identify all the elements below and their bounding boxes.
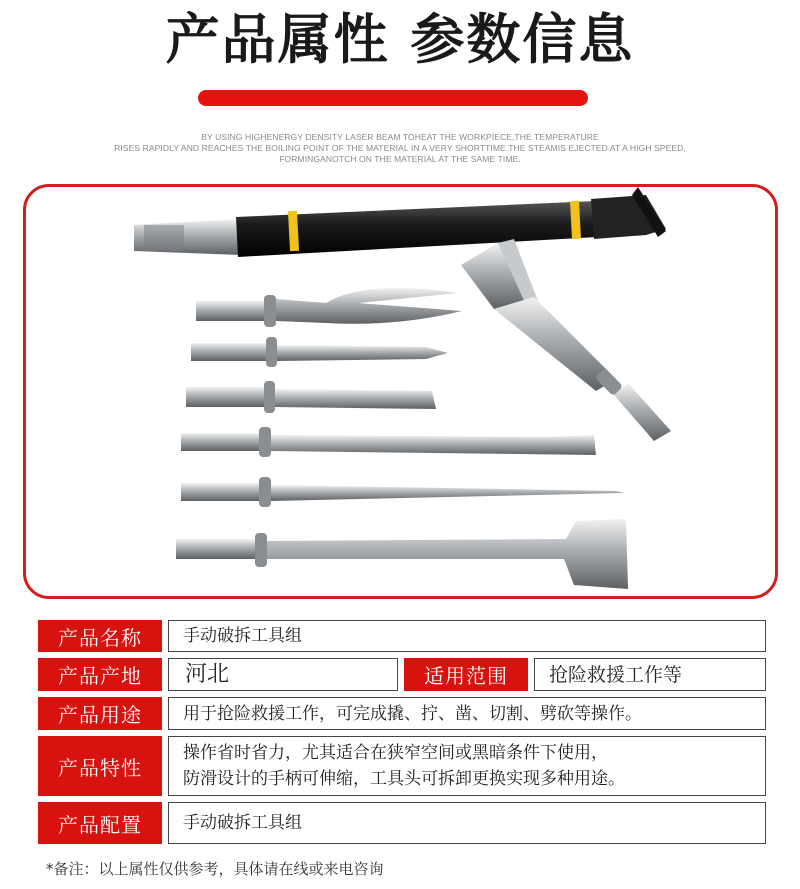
spec-label-usage: 产品用途: [38, 697, 162, 730]
spec-label-config: 产品配置: [38, 802, 162, 844]
pointed-chisel: [191, 337, 448, 367]
spreader-fork-tool: [461, 239, 671, 441]
spec-value-usage: 用于抢险救援工作，可完成撬、拧、凿、切割、劈砍等操作。: [168, 697, 766, 730]
spec-value-config: 手动破拆工具组: [168, 802, 766, 844]
long-pointed-chisel: [181, 477, 624, 507]
subtitle-text: [100, 132, 700, 165]
subtitle-line: BY USING HIGHENERGY DENSITY LASER BEAM TOHEAT THE WORKPIECE,THE TEMPERATURE: [201, 132, 599, 142]
fork-tool: [196, 288, 462, 327]
spec-label-name: 产品名称: [38, 620, 162, 652]
feature-line: 操作省时省力，尤其适合在狭窄空间或黑暗条件下使用，: [183, 743, 608, 763]
wide-blade-chisel: [176, 519, 628, 589]
pry-bar-handle: [134, 187, 666, 257]
feature-line: 防滑设计的手柄可伸缩，工具头可拆卸更换实现多种用途。: [183, 769, 625, 789]
spec-label-features: 产品特性: [38, 736, 162, 796]
spec-label-origin: 产品产地: [38, 658, 162, 691]
spec-value-name: 手动破拆工具组: [168, 620, 766, 652]
long-flat-chisel: [181, 427, 596, 457]
footer-note: *备注：以上属性仅供参考，具体请在线或来电咨询: [46, 860, 384, 878]
spec-label-scope: 适用范围: [404, 658, 528, 691]
product-photo-frame: [23, 184, 778, 599]
spec-value-scope: 抢险救援工作等: [534, 658, 766, 691]
spec-value-origin: 河北: [168, 658, 398, 691]
title-underline-bar: [198, 90, 588, 106]
flat-chisel: [186, 381, 436, 413]
tool-set-image: [26, 187, 775, 596]
subtitle-line: RISES RAPIDLY AND REACHES THE BOILING POINT OF THE MATERIAL IN A VERY SHORTTIME.THE STEAMIS EJECTED AT A HIGH SPEED,: [114, 143, 686, 153]
page-title: 产品属性 参数信息: [165, 8, 635, 71]
subtitle-line: FORMINGANOTCH ON THE MATERIAL AT THE SAME TIME.: [279, 154, 521, 164]
spec-value-features: [168, 736, 766, 796]
